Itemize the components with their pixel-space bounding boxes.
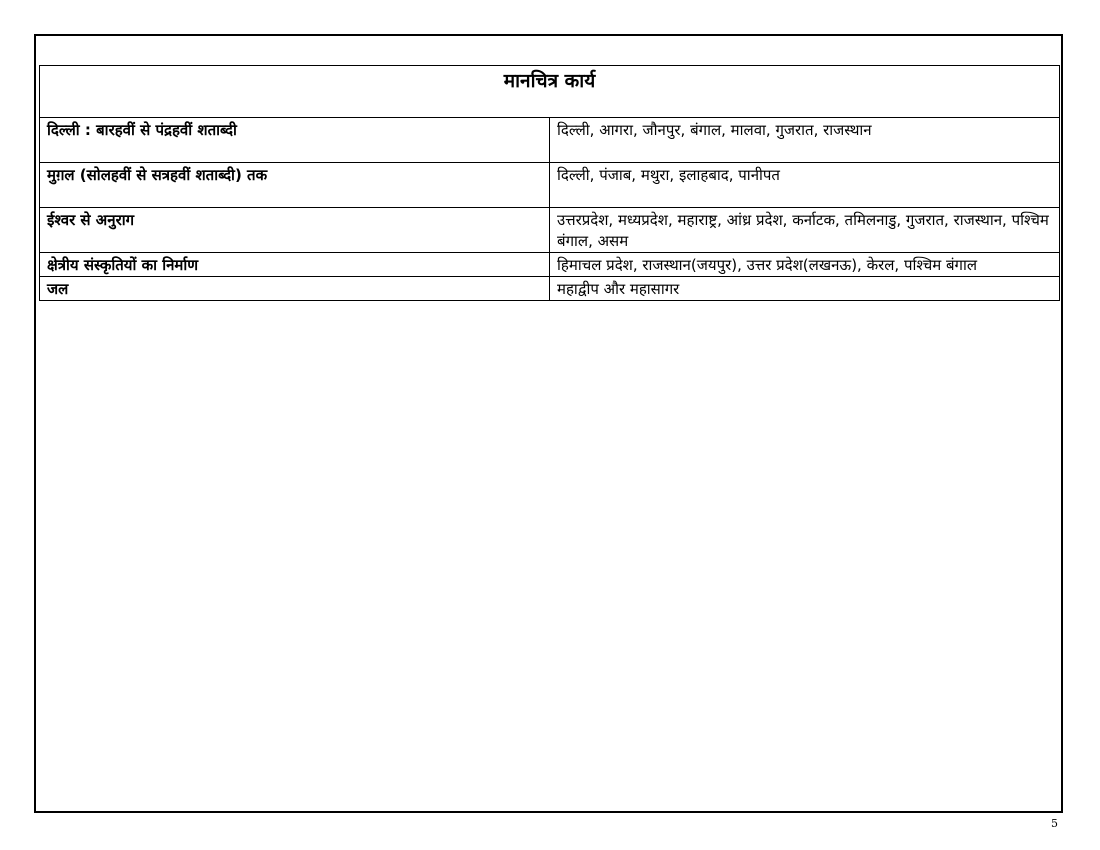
table-row bbox=[40, 118, 1060, 163]
table-row bbox=[40, 208, 1060, 253]
places-cell: हिमाचल प्रदेश, राजस्थान(जयपुर), उत्तर प्रदेश(लखनऊ), केरल, पश्चिम बंगाल bbox=[550, 253, 1060, 277]
places-cell: दिल्ली, आगरा, जौनपुर, बंगाल, मालवा, गुजरात, राजस्थान bbox=[550, 118, 1060, 163]
table-row bbox=[40, 163, 1060, 208]
page-number: 5 bbox=[1051, 817, 1058, 830]
places-cell: दिल्ली, पंजाब, मथुरा, इलाहबाद, पानीपत bbox=[550, 163, 1060, 208]
topic-cell: दिल्ली : बारहवीं से पंद्रहवीं शताब्दी bbox=[40, 118, 550, 163]
table-title: मानचित्र कार्य bbox=[40, 66, 1060, 118]
topic-cell: मुग़ल (सोलहवीं से सत्रहवीं शताब्दी) तक bbox=[40, 163, 550, 208]
places-cell: महाद्वीप और महासागर bbox=[550, 277, 1060, 301]
table-row bbox=[40, 277, 1060, 301]
table-title-row bbox=[40, 66, 1060, 118]
table-row bbox=[40, 253, 1060, 277]
topic-cell: जल bbox=[40, 277, 550, 301]
topic-cell: ईश्वर से अनुराग bbox=[40, 208, 550, 253]
map-work-table bbox=[39, 65, 1060, 301]
topic-cell: क्षेत्रीय संस्कृतियों का निर्माण bbox=[40, 253, 550, 277]
places-cell: उत्तरप्रदेश, मध्यप्रदेश, महाराष्ट्र, आंध्र प्रदेश, कर्नाटक, तमिलनाडु, गुजरात, राजस्थान, पश्चिम बंगाल, असम bbox=[550, 208, 1060, 253]
